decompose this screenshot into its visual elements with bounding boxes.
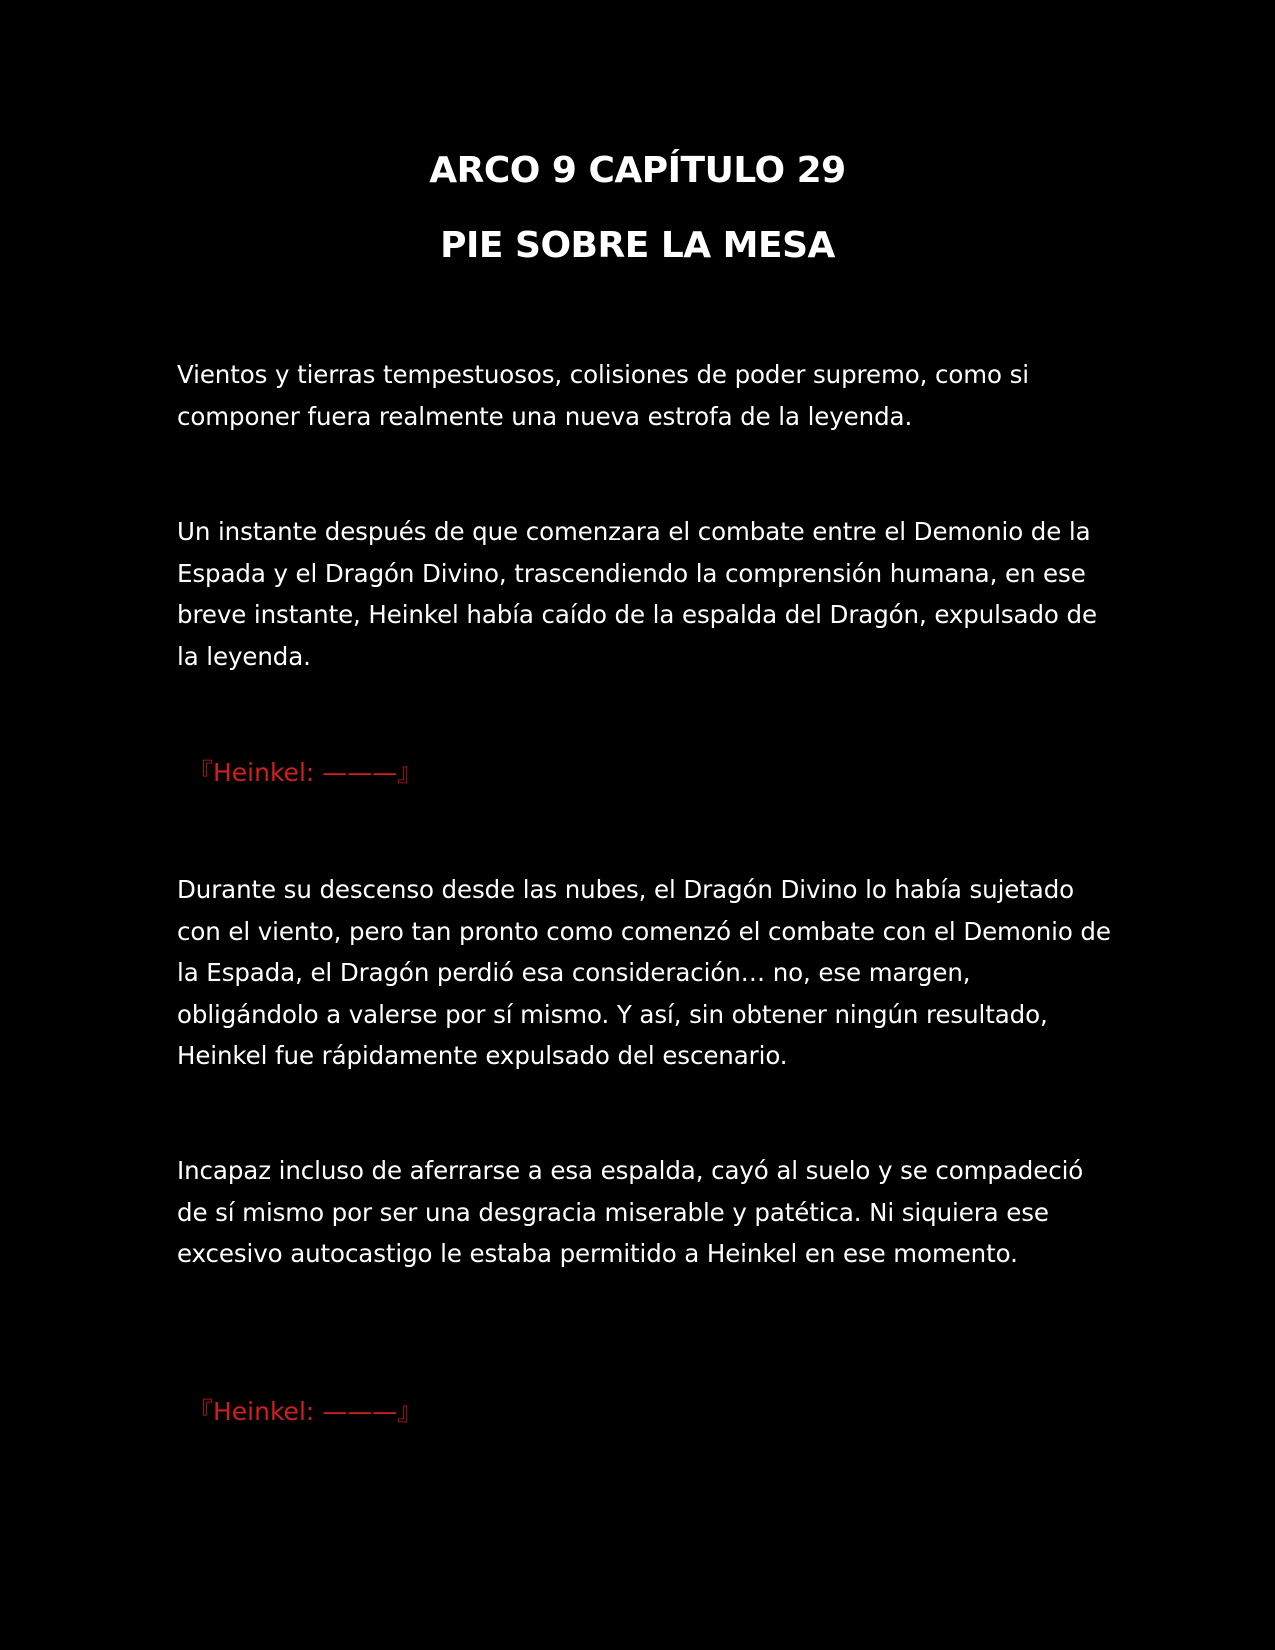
paragraph-1: Vientos y tierras tempestuosos, colisiones de poder supremo, como si componer fuera realmente una nueva estrofa de la leyenda.	[177, 360, 1029, 431]
paragraph-2: Un instante después de que comenzara el combate entre el Demonio de la Espada y el Dragón Divino, trascendiendo la comprensión humana, en ese breve instante, Heinkel había caído de la espalda del Dragón, expulsado de la leyenda.	[177, 517, 1097, 671]
dialogue-line-1: 『Heinkel: ———』	[188, 758, 423, 787]
chapter-subtitle: PIE SOBRE LA MESA	[440, 225, 835, 266]
paragraph-3: Durante su descenso desde las nubes, el Dragón Divino lo había sujetado con el viento, pero tan pronto como comenzó el combate con el Demonio de la Espada, el Dragón perdió esa consideración… no, ese margen, obligándolo a valerse por sí mismo. Y así, sin obtener ningún resultado, Heinkel fue rápidamente expulsado del escenario.	[177, 875, 1111, 1070]
chapter-title: ARCO 9 CAPÍTULO 29	[429, 150, 846, 191]
dialogue-line-2: 『Heinkel: ———』	[188, 1397, 423, 1426]
paragraph-4: Incapaz incluso de aferrarse a esa espalda, cayó al suelo y se compadeció de sí mismo por ser una desgracia miserable y patética. Ni siquiera ese excesivo autocastigo le estaba permitido a Heinkel en ese momento.	[177, 1156, 1084, 1268]
